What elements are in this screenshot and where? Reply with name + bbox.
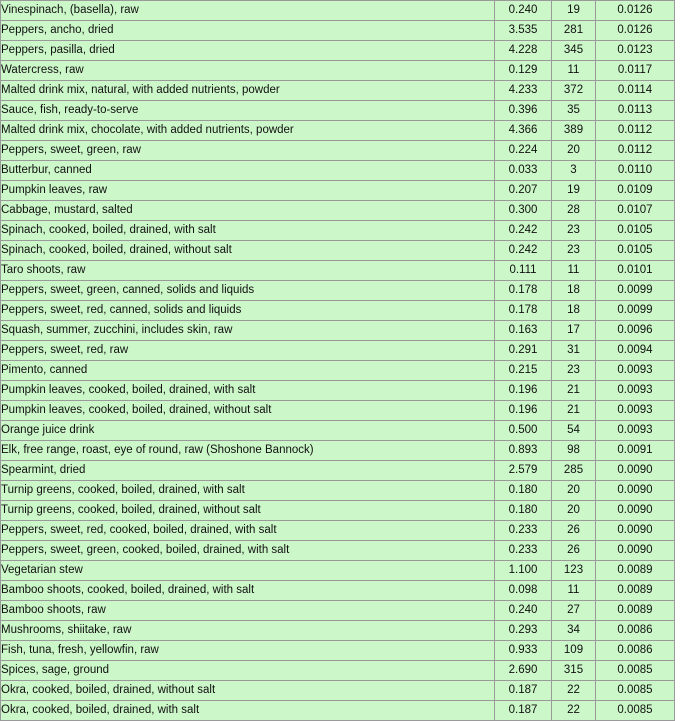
cell-food-name: Pumpkin leaves, cooked, boiled, drained, without salt bbox=[1, 401, 495, 421]
table-row bbox=[1, 21, 675, 41]
cell-value-2: 23 bbox=[552, 241, 596, 261]
table-row bbox=[1, 181, 675, 201]
cell-value-3: 0.0086 bbox=[596, 641, 675, 661]
cell-value-1: 0.033 bbox=[495, 161, 552, 181]
table-row bbox=[1, 521, 675, 541]
table-row bbox=[1, 281, 675, 301]
cell-value-2: 285 bbox=[552, 461, 596, 481]
cell-value-2: 27 bbox=[552, 601, 596, 621]
cell-value-3: 0.0090 bbox=[596, 461, 675, 481]
table-row bbox=[1, 641, 675, 661]
cell-value-2: 20 bbox=[552, 501, 596, 521]
cell-value-3: 0.0093 bbox=[596, 421, 675, 441]
cell-value-2: 21 bbox=[552, 381, 596, 401]
cell-value-3: 0.0110 bbox=[596, 161, 675, 181]
cell-value-3: 0.0085 bbox=[596, 701, 675, 721]
cell-value-3: 0.0117 bbox=[596, 61, 675, 81]
table-row bbox=[1, 501, 675, 521]
table-row bbox=[1, 621, 675, 641]
cell-food-name: Turnip greens, cooked, boiled, drained, without salt bbox=[1, 501, 495, 521]
cell-value-3: 0.0123 bbox=[596, 41, 675, 61]
cell-food-name: Peppers, sweet, red, cooked, boiled, drained, with salt bbox=[1, 521, 495, 541]
table-row bbox=[1, 581, 675, 601]
cell-value-2: 20 bbox=[552, 141, 596, 161]
cell-food-name: Peppers, sweet, green, cooked, boiled, drained, with salt bbox=[1, 541, 495, 561]
cell-value-2: 315 bbox=[552, 661, 596, 681]
table-row bbox=[1, 421, 675, 441]
cell-value-1: 0.187 bbox=[495, 681, 552, 701]
cell-value-3: 0.0126 bbox=[596, 21, 675, 41]
cell-food-name: Okra, cooked, boiled, drained, without salt bbox=[1, 681, 495, 701]
cell-value-3: 0.0101 bbox=[596, 261, 675, 281]
table-row bbox=[1, 101, 675, 121]
cell-value-3: 0.0112 bbox=[596, 121, 675, 141]
cell-value-1: 0.178 bbox=[495, 281, 552, 301]
cell-value-3: 0.0114 bbox=[596, 81, 675, 101]
table-row bbox=[1, 161, 675, 181]
cell-value-3: 0.0090 bbox=[596, 521, 675, 541]
cell-food-name: Mushrooms, shiitake, raw bbox=[1, 621, 495, 641]
cell-food-name: Taro shoots, raw bbox=[1, 261, 495, 281]
cell-value-3: 0.0085 bbox=[596, 661, 675, 681]
cell-food-name: Peppers, sweet, green, raw bbox=[1, 141, 495, 161]
cell-value-2: 23 bbox=[552, 221, 596, 241]
table-row bbox=[1, 41, 675, 61]
cell-value-2: 54 bbox=[552, 421, 596, 441]
cell-value-3: 0.0086 bbox=[596, 621, 675, 641]
cell-food-name: Peppers, sweet, red, raw bbox=[1, 341, 495, 361]
cell-food-name: Spearmint, dried bbox=[1, 461, 495, 481]
cell-value-1: 0.291 bbox=[495, 341, 552, 361]
cell-value-2: 28 bbox=[552, 201, 596, 221]
cell-food-name: Vinespinach, (basella), raw bbox=[1, 1, 495, 21]
table-row bbox=[1, 681, 675, 701]
cell-value-1: 0.196 bbox=[495, 401, 552, 421]
cell-value-1: 0.224 bbox=[495, 141, 552, 161]
cell-value-2: 372 bbox=[552, 81, 596, 101]
cell-value-2: 22 bbox=[552, 701, 596, 721]
cell-value-3: 0.0090 bbox=[596, 501, 675, 521]
cell-value-2: 20 bbox=[552, 481, 596, 501]
cell-food-name: Peppers, sweet, red, canned, solids and liquids bbox=[1, 301, 495, 321]
cell-value-1: 0.242 bbox=[495, 241, 552, 261]
cell-food-name: Peppers, pasilla, dried bbox=[1, 41, 495, 61]
cell-value-1: 0.098 bbox=[495, 581, 552, 601]
table-body bbox=[1, 1, 675, 721]
cell-value-3: 0.0099 bbox=[596, 281, 675, 301]
cell-food-name: Squash, summer, zucchini, includes skin, raw bbox=[1, 321, 495, 341]
cell-food-name: Fish, tuna, fresh, yellowfin, raw bbox=[1, 641, 495, 661]
cell-value-1: 2.579 bbox=[495, 461, 552, 481]
table-row bbox=[1, 381, 675, 401]
cell-value-3: 0.0112 bbox=[596, 141, 675, 161]
cell-value-3: 0.0094 bbox=[596, 341, 675, 361]
cell-value-1: 0.893 bbox=[495, 441, 552, 461]
cell-food-name: Pumpkin leaves, raw bbox=[1, 181, 495, 201]
table-row bbox=[1, 461, 675, 481]
table-row bbox=[1, 481, 675, 501]
table-row bbox=[1, 661, 675, 681]
cell-value-1: 0.163 bbox=[495, 321, 552, 341]
cell-value-3: 0.0093 bbox=[596, 401, 675, 421]
table-row bbox=[1, 361, 675, 381]
cell-value-1: 3.535 bbox=[495, 21, 552, 41]
cell-value-2: 345 bbox=[552, 41, 596, 61]
cell-value-2: 281 bbox=[552, 21, 596, 41]
cell-value-2: 26 bbox=[552, 521, 596, 541]
cell-value-2: 123 bbox=[552, 561, 596, 581]
cell-value-2: 98 bbox=[552, 441, 596, 461]
table-row bbox=[1, 201, 675, 221]
cell-value-1: 4.366 bbox=[495, 121, 552, 141]
cell-food-name: Malted drink mix, chocolate, with added nutrients, powder bbox=[1, 121, 495, 141]
cell-food-name: Malted drink mix, natural, with added nutrients, powder bbox=[1, 81, 495, 101]
cell-value-1: 0.396 bbox=[495, 101, 552, 121]
cell-value-2: 22 bbox=[552, 681, 596, 701]
table-row bbox=[1, 541, 675, 561]
cell-value-1: 0.180 bbox=[495, 481, 552, 501]
cell-value-3: 0.0090 bbox=[596, 481, 675, 501]
cell-value-3: 0.0090 bbox=[596, 541, 675, 561]
table-row bbox=[1, 561, 675, 581]
cell-value-2: 34 bbox=[552, 621, 596, 641]
cell-value-1: 0.207 bbox=[495, 181, 552, 201]
cell-food-name: Peppers, ancho, dried bbox=[1, 21, 495, 41]
cell-value-1: 0.178 bbox=[495, 301, 552, 321]
cell-value-3: 0.0096 bbox=[596, 321, 675, 341]
table-row bbox=[1, 261, 675, 281]
cell-value-2: 19 bbox=[552, 181, 596, 201]
cell-value-1: 0.242 bbox=[495, 221, 552, 241]
cell-value-3: 0.0109 bbox=[596, 181, 675, 201]
cell-value-2: 18 bbox=[552, 281, 596, 301]
cell-value-1: 0.215 bbox=[495, 361, 552, 381]
table-row bbox=[1, 301, 675, 321]
cell-value-1: 0.187 bbox=[495, 701, 552, 721]
cell-value-1: 0.300 bbox=[495, 201, 552, 221]
cell-value-2: 17 bbox=[552, 321, 596, 341]
cell-value-2: 26 bbox=[552, 541, 596, 561]
cell-food-name: Spinach, cooked, boiled, drained, without salt bbox=[1, 241, 495, 261]
cell-value-3: 0.0093 bbox=[596, 361, 675, 381]
table-row bbox=[1, 1, 675, 21]
cell-food-name: Watercress, raw bbox=[1, 61, 495, 81]
cell-value-2: 3 bbox=[552, 161, 596, 181]
cell-value-2: 11 bbox=[552, 61, 596, 81]
cell-value-1: 4.233 bbox=[495, 81, 552, 101]
cell-value-2: 21 bbox=[552, 401, 596, 421]
table-row bbox=[1, 401, 675, 421]
cell-value-2: 11 bbox=[552, 581, 596, 601]
cell-food-name: Vegetarian stew bbox=[1, 561, 495, 581]
cell-value-1: 0.233 bbox=[495, 541, 552, 561]
table-row bbox=[1, 81, 675, 101]
cell-value-3: 0.0089 bbox=[596, 601, 675, 621]
cell-value-3: 0.0126 bbox=[596, 1, 675, 21]
table-row bbox=[1, 601, 675, 621]
cell-value-1: 4.228 bbox=[495, 41, 552, 61]
cell-value-3: 0.0085 bbox=[596, 681, 675, 701]
table-row bbox=[1, 341, 675, 361]
cell-value-3: 0.0113 bbox=[596, 101, 675, 121]
cell-value-1: 0.180 bbox=[495, 501, 552, 521]
cell-food-name: Bamboo shoots, cooked, boiled, drained, with salt bbox=[1, 581, 495, 601]
cell-value-1: 0.233 bbox=[495, 521, 552, 541]
cell-value-2: 35 bbox=[552, 101, 596, 121]
cell-value-3: 0.0099 bbox=[596, 301, 675, 321]
cell-food-name: Peppers, sweet, green, canned, solids and liquids bbox=[1, 281, 495, 301]
cell-food-name: Spinach, cooked, boiled, drained, with salt bbox=[1, 221, 495, 241]
cell-value-2: 18 bbox=[552, 301, 596, 321]
cell-value-2: 389 bbox=[552, 121, 596, 141]
cell-food-name: Bamboo shoots, raw bbox=[1, 601, 495, 621]
table-row bbox=[1, 701, 675, 721]
table-row bbox=[1, 241, 675, 261]
cell-value-2: 11 bbox=[552, 261, 596, 281]
cell-value-1: 0.933 bbox=[495, 641, 552, 661]
cell-value-3: 0.0107 bbox=[596, 201, 675, 221]
cell-value-1: 2.690 bbox=[495, 661, 552, 681]
cell-value-2: 109 bbox=[552, 641, 596, 661]
cell-value-1: 0.129 bbox=[495, 61, 552, 81]
cell-value-3: 0.0093 bbox=[596, 381, 675, 401]
cell-value-3: 0.0105 bbox=[596, 221, 675, 241]
cell-food-name: Okra, cooked, boiled, drained, with salt bbox=[1, 701, 495, 721]
cell-food-name: Pumpkin leaves, cooked, boiled, drained, with salt bbox=[1, 381, 495, 401]
table-row bbox=[1, 441, 675, 461]
table-row bbox=[1, 321, 675, 341]
table-row bbox=[1, 121, 675, 141]
cell-food-name: Sauce, fish, ready-to-serve bbox=[1, 101, 495, 121]
cell-value-2: 19 bbox=[552, 1, 596, 21]
cell-food-name: Butterbur, canned bbox=[1, 161, 495, 181]
table-row bbox=[1, 221, 675, 241]
table-row bbox=[1, 61, 675, 81]
cell-value-1: 0.240 bbox=[495, 1, 552, 21]
cell-value-1: 0.240 bbox=[495, 601, 552, 621]
cell-value-2: 23 bbox=[552, 361, 596, 381]
cell-value-3: 0.0105 bbox=[596, 241, 675, 261]
cell-value-3: 0.0089 bbox=[596, 581, 675, 601]
cell-food-name: Turnip greens, cooked, boiled, drained, with salt bbox=[1, 481, 495, 501]
cell-value-3: 0.0089 bbox=[596, 561, 675, 581]
cell-value-1: 0.111 bbox=[495, 261, 552, 281]
cell-value-1: 0.293 bbox=[495, 621, 552, 641]
cell-value-2: 31 bbox=[552, 341, 596, 361]
cell-food-name: Elk, free range, roast, eye of round, raw (Shoshone Bannock) bbox=[1, 441, 495, 461]
cell-food-name: Spices, sage, ground bbox=[1, 661, 495, 681]
cell-food-name: Orange juice drink bbox=[1, 421, 495, 441]
cell-value-1: 0.196 bbox=[495, 381, 552, 401]
cell-food-name: Pimento, canned bbox=[1, 361, 495, 381]
cell-food-name: Cabbage, mustard, salted bbox=[1, 201, 495, 221]
cell-value-3: 0.0091 bbox=[596, 441, 675, 461]
cell-value-1: 0.500 bbox=[495, 421, 552, 441]
cell-value-1: 1.100 bbox=[495, 561, 552, 581]
table-row bbox=[1, 141, 675, 161]
